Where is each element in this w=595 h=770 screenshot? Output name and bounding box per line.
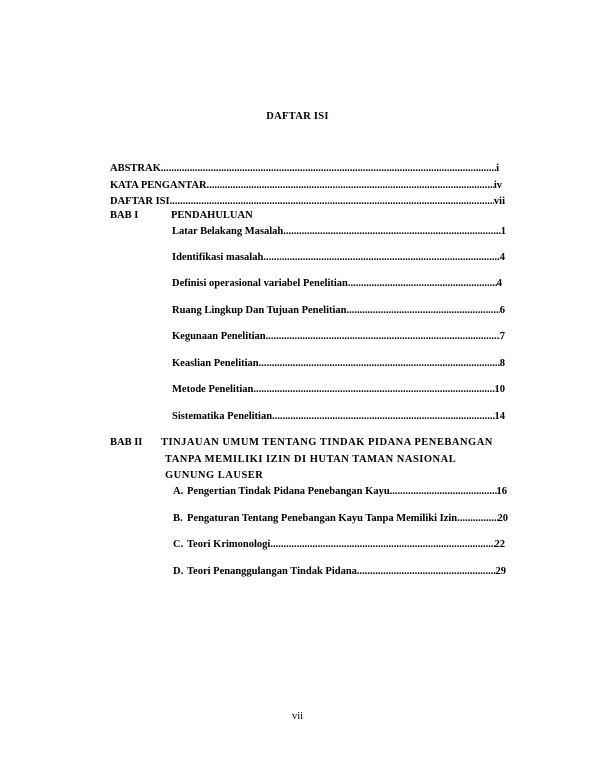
toc-entry-page: 8 [499,358,505,369]
toc-entry-daftar-isi [110,196,505,210]
page-title: DAFTAR ISI [266,111,329,122]
toc-entry-page: 4 [499,252,505,263]
toc-entry-label: Pengertian Tindak Pidana Penebangan Kayu [187,486,390,497]
chapter-heading: PENDAHULUAN [171,210,253,221]
toc-entry-label: Metode Penelitian [172,384,254,395]
dot-leader [357,566,496,577]
toc-entry-page: 1 [500,226,506,237]
chapter-heading-line: GUNUNG LAUSER [165,470,264,481]
toc-entry-label: Ruang Lingkup Dan Tujuan Penelitian [172,305,347,316]
dot-leader [253,384,494,395]
toc-entry-letter: B. [173,513,183,524]
toc-entry-page: 6 [499,305,505,316]
toc-entry-label: Definisi operasional variabel Penelitian [172,278,348,289]
toc-entry-page: iv [493,180,502,191]
toc-entry-letter: A. [173,486,184,497]
toc-entry-label: DAFTAR ISI [110,196,170,207]
toc-entry-page: 22 [494,539,505,550]
toc-entry-page: 14 [494,411,505,422]
toc-entry [172,384,505,398]
toc-entry-page: 29 [495,566,506,577]
dot-leader [161,163,496,174]
chapter-number: BAB II [110,437,143,448]
dot-leader [207,180,494,191]
dot-leader [347,305,500,316]
chapter-heading-line: TANPA MEMILIKI IZIN DI HUTAN TAMAN NASIONAL [165,454,457,465]
toc-entry [173,566,506,580]
toc-entry-page: vii [493,196,505,207]
dot-leader [283,226,501,237]
toc-entry-page: 10 [494,384,505,395]
toc-entry-kata-pengantar [110,180,502,194]
toc-entry [172,226,506,240]
dot-leader [263,252,499,263]
dot-leader [270,539,494,550]
toc-entry [173,513,508,527]
dot-leader [272,411,494,422]
toc-entry-page: i [496,163,499,174]
page-number: vii [291,711,304,722]
dot-leader [259,358,500,369]
toc-entry [172,278,502,292]
toc-entry [173,539,505,553]
dot-leader [348,278,497,289]
toc-entry-label: Identifikasi masalah [172,252,264,263]
chapter-heading-line: TINJAUAN UMUM TENTANG TINDAK PIDANA PENEBANGAN [161,437,493,448]
toc-entry [173,486,507,500]
toc-entry-label: Teori Krimonologi [187,539,271,550]
toc-entry-letter: C. [173,539,184,550]
toc-entry-label: Kegunaan Penelitian [172,331,266,342]
toc-entry-abstrak [110,163,499,177]
dot-leader [266,331,500,342]
toc-entry-label: KATA PENGANTAR [110,180,207,191]
toc-entry-page: 4 [496,278,502,289]
toc-entry-label: Latar Belakang Masalah [172,226,284,237]
toc-entry-label: Keaslian Penelitian [172,358,259,369]
toc-entry [172,358,505,372]
toc-entry [172,305,505,319]
toc-entry-letter: D. [173,566,184,577]
toc-entry-label: ABSTRAK [110,163,161,174]
toc-entry-label: Sistematika Penelitian [172,411,273,422]
toc-entry-page: 16 [496,486,507,497]
chapter-number: BAB I [110,210,139,221]
dot-leader [390,486,497,497]
toc-entry [172,252,505,266]
toc-entry [172,411,505,425]
toc-entry [172,331,505,345]
dot-leader [457,513,497,524]
toc-entry-label: Teori Penanggulangan Tindak Pidana [187,566,357,577]
toc-entry-page: 20 [497,513,508,524]
dot-leader [170,196,494,207]
toc-entry-label: Pengaturan Tentang Penebangan Kayu Tanpa Memiliki Izin [187,513,458,524]
toc-entry-page: 7 [499,331,505,342]
